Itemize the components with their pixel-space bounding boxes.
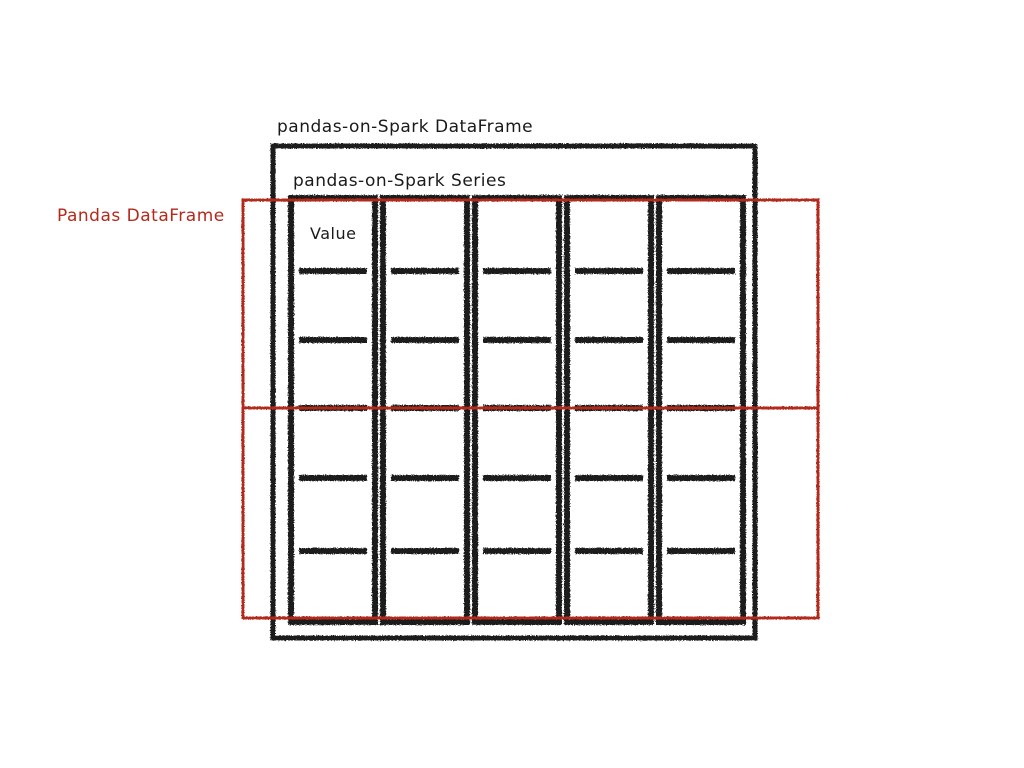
row-divider-group xyxy=(299,271,735,551)
label-pandas-dataframe: Pandas DataFrame xyxy=(57,206,225,226)
pandas-dataframe-box-lower xyxy=(243,408,818,618)
label-pandas-on-spark-dataframe: pandas-on-Spark DataFrame xyxy=(277,117,534,137)
label-value-cell: Value xyxy=(310,224,357,243)
label-pandas-on-spark-series: pandas-on-Spark Series xyxy=(293,171,507,191)
pandas-dataframe-box-group xyxy=(243,200,818,618)
pandas-on-spark-dataframe-box xyxy=(273,146,755,638)
